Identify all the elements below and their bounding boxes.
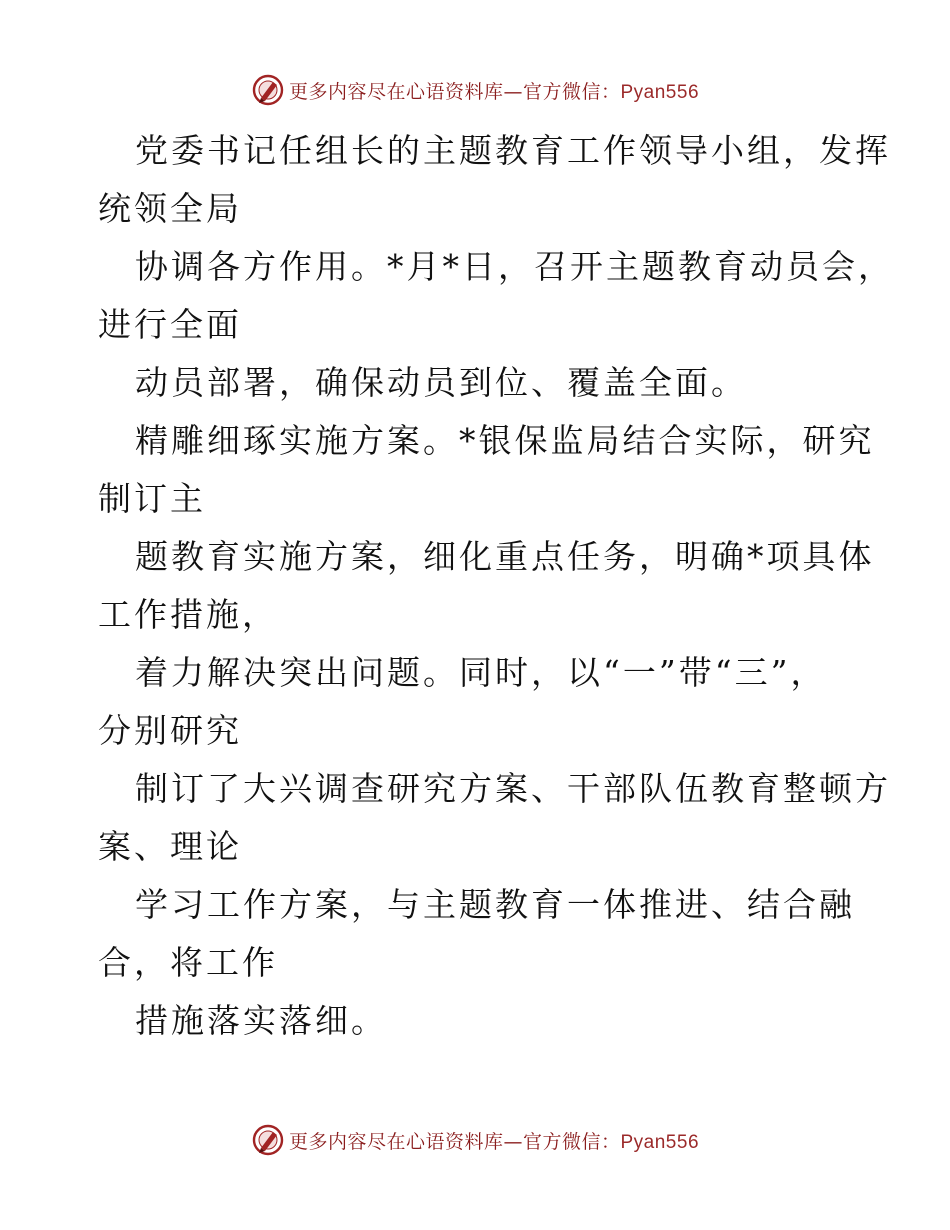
body-line: 学习工作方案，与主题教育一体推进、结合融 <box>135 885 855 924</box>
body-line: 措施落实落细。 <box>135 1001 387 1040</box>
footer-watermark <box>0 1122 950 1158</box>
pen-nib-logo-icon <box>251 73 285 107</box>
body-line: 合，将工作 <box>98 943 278 982</box>
body-line: 案、理论 <box>98 827 242 866</box>
body-line: 题教育实施方案，细化重点任务，明确*项具体 <box>135 537 875 576</box>
body-line: 进行全面 <box>98 305 242 344</box>
watermark-text <box>289 1127 699 1154</box>
watermark-official: 官方微信： <box>522 1130 621 1153</box>
watermark-text-cn: 更多内容尽在心语资料库 <box>288 1130 504 1153</box>
watermark-dash: — <box>503 1130 523 1153</box>
body-line: 精雕细琢实施方案。*银保监局结合实际，研究 <box>135 421 875 460</box>
body-line: 制订了大兴调查研究方案、干部队伍教育整顿方 <box>135 769 891 808</box>
pen-nib-logo-icon <box>251 1123 285 1157</box>
watermark-dash: — <box>503 80 523 103</box>
body-line: 着力解决突出问题。同时，以“一”带“三”， <box>135 653 827 692</box>
watermark-wechat-id: Pyan556 <box>620 81 700 103</box>
body-line: 统领全局 <box>98 189 242 228</box>
body-line: 分别研究 <box>98 711 242 750</box>
watermark-text <box>289 77 699 104</box>
document-body <box>98 122 894 1050</box>
body-line: 党委书记任组长的主题教育工作领导小组，发挥 <box>135 131 891 170</box>
watermark-text-cn: 更多内容尽在心语资料库 <box>288 80 504 103</box>
watermark-official: 官方微信： <box>522 80 621 103</box>
body-line: 制订主 <box>98 479 206 518</box>
body-line: 动员部署，确保动员到位、覆盖全面。 <box>135 363 747 402</box>
body-line: 工作措施， <box>98 595 278 634</box>
header-watermark <box>0 72 950 108</box>
watermark-wechat-id: Pyan556 <box>620 1131 700 1153</box>
body-line: 协调各方作用。*月*日，召开主题教育动员会， <box>135 247 894 286</box>
